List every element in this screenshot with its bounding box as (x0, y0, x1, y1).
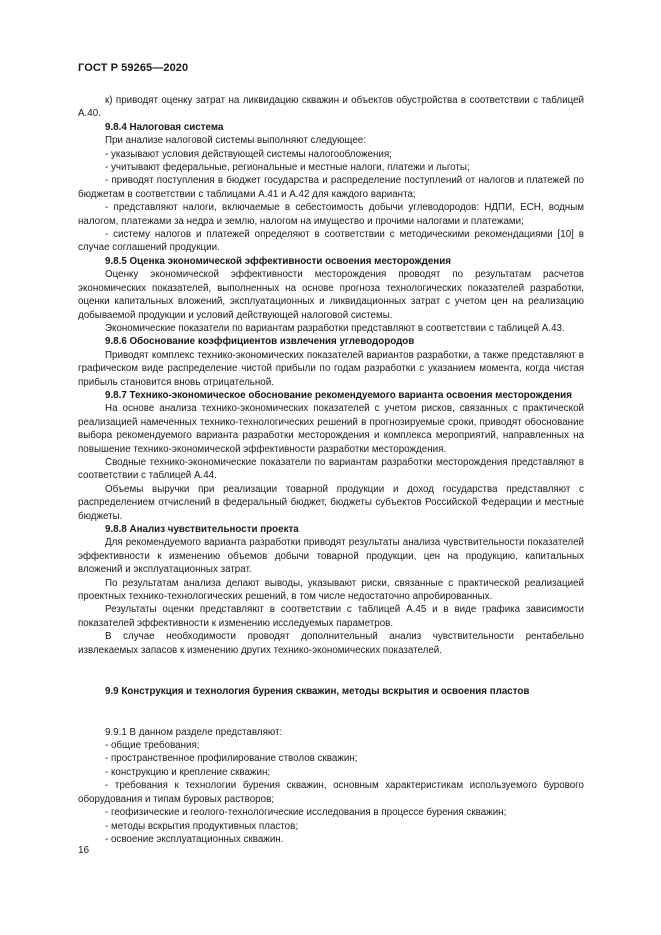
list-item: - требования к технологии бурения скважин, основным характеристикам используемого бурового оборудования и типам буровых растворов; (78, 780, 584, 805)
list-item: - методы вскрытия продуктивных пластов; (105, 820, 299, 832)
paragraph: Приводят комплекс технико-экономических показателей вариантов разработки, а также представляют в графическом виде распределение чистой прибыли по годам разработки с указанием момента, когда чистая прибыль становится вновь отрицательной. (78, 349, 584, 388)
paragraph: Сводные технико-экономические показатели по вариантам разработки месторождения представляют в соответствии с таблицей А.44. (78, 456, 584, 482)
list-item: - геофизические и геолого-технологические исследования в процессе бурения скважин; (105, 807, 507, 819)
section-heading: 9.9 Конструкция и технология бурения скважин, методы вскрытия и освоения пластов (105, 685, 530, 697)
page-number: 16 (78, 845, 90, 856)
list-item: - освоение эксплуатационных скважин. (105, 833, 284, 845)
document-body (78, 94, 584, 846)
list-item: - общие требования; (105, 740, 200, 752)
paragraph: Для рекомендуемого варианта разработки приводят результаты анализа чувствительности показателей эффективности к изменению объемов добычи товарной продукции, цен на продукцию, капитальных вложений и эксплуатационных затрат. (78, 537, 584, 576)
section-heading: 9.8.7 Технико-экономическое обоснование рекомендуемого варианта освоения месторождения (105, 389, 572, 401)
list-item: - конструкцию и крепление скважин; (105, 766, 271, 778)
section-heading: 9.8.4 Налоговая система (105, 121, 224, 133)
list-item: - указывают условия действующей системы налогообложения; (105, 148, 392, 160)
document-header: ГОСТ Р 59265—2020 (78, 62, 189, 74)
list-item: - учитывают федеральные, региональные и местные налоги, платежи и льготы; (105, 162, 470, 174)
paragraph: При анализе налоговой системы выполняют следующее: (105, 135, 366, 147)
paragraph: Объемы выручки при реализации товарной продукции и доход государства представляют с распределением отчислений в федеральный бюджет, бюджеты субъектов Российской Федерации и местные бюджеты. (78, 483, 584, 522)
section-heading: 9.8.8 Анализ чувствительности проекта (105, 524, 299, 535)
list-item: - систему налогов и платежей определяют в соответствии с методическими рекомендациями [10] в случае соглашений продукции. (78, 229, 584, 254)
section-heading: 9.8.5 Оценка экономической эффективности освоения месторождения (105, 255, 451, 267)
paragraph: Экономические показатели по вариантам разработки представляют в соответствии с таблицей А.43. (105, 322, 565, 334)
section-spacer (78, 667, 584, 675)
paragraph: Оценку экономической эффективности месторождения проводят по результатам расчетов экономических показателей, выполненных на основе прогноза технологических показателей разработки, оценки капитальных вложений, эксплуатационных и ликвидационных затрат с учетом цен на реализацию добываемой продукции и условий действующей налоговой системы. (78, 269, 584, 321)
list-item: - пространственное профилирование стволов скважин; (105, 753, 358, 765)
list-item: - представляют налоги, включаемые в себестоимость добычи углеводородов: НДПИ, ЕСН, водным налогом, платежами за недра и землю, налогом на имущество и прочими налогами и платежами; (78, 202, 584, 227)
list-item: - приводят поступления в бюджет государства и распределение поступлений от налогов и платежей по бюджетам в соответствии с таблицами А.41 и А.42 для каждого варианта; (78, 175, 584, 200)
paragraph: По результатам анализа делают выводы, указывают риски, связанные с практической реализацией проектных технико-технологических решений, в том числе недостаточно апробированных. (78, 577, 584, 603)
paragraph: Результаты оценки представляют в соответствии с таблицей А.45 и в виде графика зависимости показателей эффективности к изменению исследуемых параметров. (78, 604, 584, 629)
paragraph: В случае необходимости проводят дополнительный анализ чувствительности рентабельно извлекаемых запасов к изменению других технико-экономических показателей. (78, 631, 584, 656)
paragraph: 9.9.1 В данном разделе представляют: (105, 726, 283, 738)
list-item: к) приводят оценку затрат на ликвидацию скважин и объектов обустройства в соответствии с таблицей А.40. (78, 95, 584, 120)
section-spacer (78, 708, 584, 716)
paragraph: На основе анализа технико-экономических показателей с учетом рисков, связанных с практической реализацией намеченных технико-технологических решений в прогнозируемые сроки, приводят обоснование выбора рекомендуемого варианта разработки месторождения и комплекса мероприятий, направленных на повышение технико-экономической эффективности разработки месторождения. (78, 403, 584, 455)
section-heading: 9.8.6 Обоснование коэффициентов извлечения углеводородов (105, 336, 415, 348)
